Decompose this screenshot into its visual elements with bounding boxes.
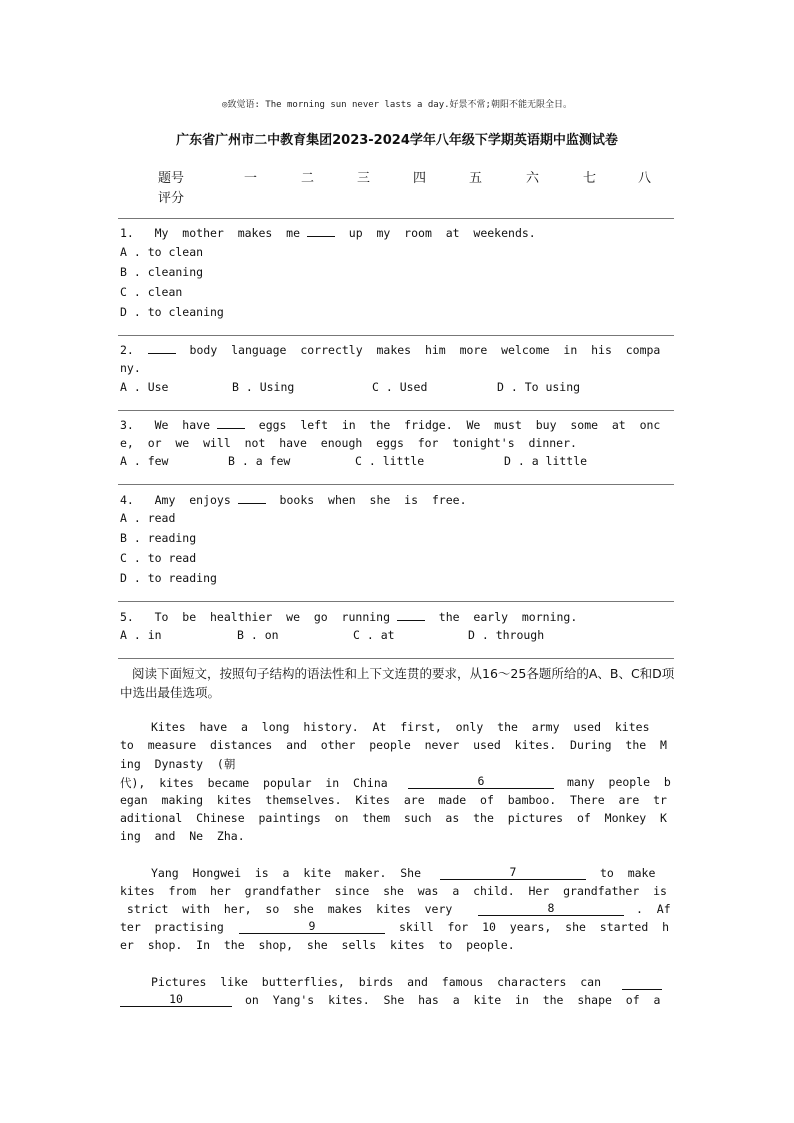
- q3-option-d: D . a little: [504, 454, 588, 468]
- passage-line: . Af: [636, 902, 671, 916]
- passage-line: ter practising: [120, 920, 224, 934]
- exam-title: 广东省广州市二中教育集团2023-2024学年八年级下学期英语期中监测试卷: [176, 133, 618, 148]
- passage-line: to make: [600, 866, 656, 880]
- numbered-blank-8: 8: [478, 902, 624, 916]
- passage-line: Kites have a long history. At first, only the army used kites: [151, 720, 650, 734]
- divider: [118, 658, 674, 659]
- answer-blank: [217, 417, 245, 429]
- blank-underline: [622, 975, 662, 990]
- passage-line: kites from her grandfather since she was a child. Her grandfather is: [120, 884, 667, 898]
- score-table-row1-label: 题号: [158, 171, 185, 186]
- score-section: 二: [301, 171, 315, 186]
- reading-instructions: 阅读下面短文，按照句子结构的语法性和上下文连贯的要求，从16～25各题所给的A、B、C和D项中选出最佳选项。: [120, 666, 675, 700]
- passage-line: Pictures like butterflies, birds and famous characters can: [151, 975, 602, 989]
- divider: [118, 218, 674, 219]
- q1-option-b: B . cleaning: [120, 265, 204, 279]
- q1-option-d: D . to cleaning: [120, 305, 224, 319]
- divider: [118, 335, 674, 336]
- passage-line: 代), kites became popular in China: [120, 776, 388, 790]
- passage-line: to measure distances and other people never used kites. During the M: [120, 738, 667, 752]
- q3-option-b: B . a few: [228, 454, 291, 468]
- q5-option-b: B . on: [237, 628, 279, 642]
- divider: [118, 484, 674, 485]
- numbered-blank-10: 10: [120, 993, 232, 1007]
- score-section: 五: [469, 171, 483, 186]
- q2-option-b: B . Using: [232, 380, 295, 394]
- passage-line: er shop. In the shop, she sells kites to people.: [120, 938, 515, 952]
- passage-line: ing Dynasty (朝: [120, 757, 236, 771]
- q5-option-c: C . at: [353, 628, 395, 642]
- passage-line: Yang Hongwei is a kite maker. She: [151, 866, 422, 880]
- q4-option-c: C . to read: [120, 551, 197, 565]
- answer-blank: [397, 609, 425, 621]
- q2-option-d: D . To using: [497, 380, 581, 394]
- question-5: 5. To be healthier we go running the early morning.: [120, 610, 578, 624]
- divider: [118, 601, 674, 602]
- score-section: 八: [638, 171, 652, 186]
- score-section: 四: [413, 171, 427, 186]
- score-section: 三: [357, 171, 371, 186]
- q5-option-a: A . in: [120, 628, 162, 642]
- score-table-row2-label: 评分: [158, 191, 185, 206]
- passage-line: ing and Ne Zha.: [120, 829, 245, 843]
- numbered-blank-7: 7: [440, 866, 586, 880]
- q5-option-d: D . through: [468, 628, 545, 642]
- passage-line: many people b: [567, 775, 671, 789]
- q3-option-a: A . few: [120, 454, 169, 468]
- score-section: 一: [244, 171, 258, 186]
- q4-option-b: B . reading: [120, 531, 197, 545]
- q2-option-a: A . Use: [120, 380, 169, 394]
- question-2: 2. body language correctly makes him more welcome in his compa: [120, 343, 661, 357]
- score-section: 六: [526, 171, 540, 186]
- motto: ◎致觉语: The morning sun never lasts a day.好景不常;朝阳不能无限全日。: [222, 100, 572, 110]
- passage-line: strict with her, so she makes kites very: [120, 902, 453, 916]
- answer-blank: [307, 225, 335, 237]
- divider: [118, 410, 674, 411]
- q1-option-c: C . clean: [120, 285, 183, 299]
- question-2-line2: ny.: [120, 361, 141, 375]
- q2-option-c: C . Used: [372, 380, 428, 394]
- q4-option-a: A . read: [120, 511, 176, 525]
- question-4: 4. Amy enjoys books when she is free.: [120, 493, 467, 507]
- question-3: 3. We have eggs left in the fridge. We must buy some at onc: [120, 418, 661, 432]
- q3-option-c: C . little: [355, 454, 425, 468]
- numbered-blank-6: 6: [408, 775, 554, 789]
- q4-option-d: D . to reading: [120, 571, 217, 585]
- answer-blank: [238, 492, 266, 504]
- q1-option-a: A . to clean: [120, 245, 204, 259]
- question-1: 1. My mother makes me up my room at weekends.: [120, 226, 536, 240]
- passage-line: aditional Chinese paintings on them such as the pictures of Monkey K: [120, 811, 667, 825]
- score-section: 七: [583, 171, 597, 186]
- passage-line: on Yang's kites. She has a kite in the shape of a: [245, 993, 661, 1007]
- numbered-blank-9: 9: [239, 920, 385, 934]
- question-3-line2: e, or we will not have enough eggs for tonight's dinner.: [120, 436, 577, 450]
- passage-line: skill for 10 years, she started h: [399, 920, 670, 934]
- answer-blank: [148, 342, 176, 354]
- passage-line: egan making kites themselves. Kites are made of bamboo. There are tr: [120, 793, 667, 807]
